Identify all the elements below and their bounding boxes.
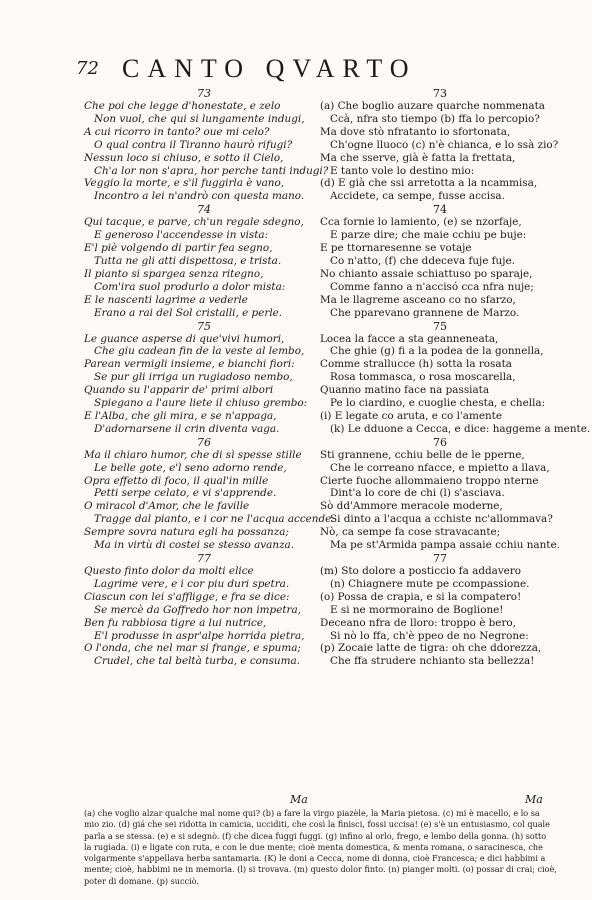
verse-line: E generoso l'accendesse in vista: <box>94 229 269 242</box>
verse-line: Ben fu rabbiosa tigre a lui nutrice, <box>84 616 267 629</box>
verse-line: Incontro a lei n'andrò con questa mano. <box>94 190 305 203</box>
verse-line: Locea la facce a sta geanneneata, <box>320 332 499 345</box>
verse-line: Si dinto a l'acqua a cchiste nc'allommava? <box>330 513 553 526</box>
verse-line: Nessun loco si chiuso, e sotto il Cielo, <box>84 151 284 164</box>
verse-line: Erano a rai del Sol cristalli, e perle. <box>94 306 283 319</box>
footnote-line: (a) che voglio alzar qualche mal nome qui? (b) a fare la virgo piazèle, la Maria pietosa. (c) mi è macello, e lo sa <box>84 808 540 818</box>
catchword-left: Ma <box>290 793 308 806</box>
italian-stanza <box>84 435 335 552</box>
verse-line: Ch'ogne lluoco (c) n'è chianca, e lo ssà zio? <box>330 138 559 151</box>
verse-line: (d) E già che ssi arretotta a la ncammisa, <box>320 177 538 190</box>
verse-line: (i) E legate co aruta, e co l'amente <box>320 409 502 422</box>
verse-line: Questo finto dolor da molti elice <box>84 565 254 577</box>
verse-line: Che giu cadean fin de la veste al lembo, <box>94 345 305 358</box>
verse-line: Deceano nfra de lloro: troppo è bero, <box>320 616 516 629</box>
verse-line: Quanno matino face na passiata <box>320 384 490 397</box>
neapolitan-stanza <box>320 204 560 319</box>
verse-line: D'adornarsene il crin diventa vaga. <box>94 422 280 435</box>
stanza-number: 76 <box>197 435 211 449</box>
running-title: CANTO QVARTO <box>122 54 417 83</box>
page-number: 72 <box>76 58 99 79</box>
neapolitan-text-column <box>320 87 591 669</box>
stanza-number: 74 <box>197 203 211 217</box>
verse-line: Ma il chiaro humor, che di sì spesse stille <box>84 448 302 461</box>
verse-line: No chianto assaie schiattuso po sparaje, <box>320 267 533 280</box>
verse-line: Sti grannene, cchiu belle de le pperne, <box>320 448 525 461</box>
verse-line: O l'onda, che nel mar si frange, e spuma; <box>84 642 301 655</box>
verse-line: (p) Zocaie latte de tigra: oh che ddorezza, <box>320 642 542 655</box>
verse-line: Qui tacque, e parve, ch'un regale sdegno, <box>84 216 304 229</box>
verse-line: Dint'a lo core de chi (l) s'asciava. <box>330 487 505 500</box>
verse-line: Accidete, ca sempe, fusse accisa. <box>330 190 505 203</box>
verse-line: Cca fornie lo lamiento, (e) se nzorfaje, <box>320 216 522 229</box>
verse-line: O qual contra il Tiranno haurò rifugi? <box>94 138 293 151</box>
verse-line: Ch'a lor non s'apra, hor perche tanti indugi? <box>94 164 329 177</box>
footnote-line: la rugiada. (i) e ligate con ruta, e con le due mente; cioè menta domestica, & menta romana, o saracinesca, che <box>84 841 543 852</box>
verse-line: Petti serpe celato, e vi s'apprende. <box>94 487 277 500</box>
verse-line: E'l piè volgendo di partir fea segno, <box>84 242 273 255</box>
italian-stanza <box>84 553 324 668</box>
neapolitan-stanza <box>320 437 560 552</box>
verse-line: Tutta ne gli atti dispettosa, e trista. <box>94 254 282 267</box>
footnotes <box>84 808 558 887</box>
verse-line: Ma che sserve, già è fatta la frettata, <box>320 151 516 164</box>
verse-line: E l'Alba, che gli mira, e se n'appaga, <box>84 409 277 422</box>
verse-line: Che ffa strudere nchianto sta bellezza! <box>330 655 535 668</box>
stanza-number: 77 <box>433 552 447 565</box>
stanza-number: 75 <box>197 319 211 333</box>
verse-line: Si nò lo ffa, ch'è ppeo de no Negrone: <box>330 629 529 642</box>
verse-line: (a) Che boglio auzare quarche nommenata <box>320 100 545 112</box>
verse-line: A cui ricorro in tanto? oue mi celo? <box>84 125 270 138</box>
verse-line: Ma pe st'Armida pampa assaie cchiu nante. <box>330 539 560 552</box>
verse-line: Se mercè da Goffredo hor non impetra, <box>94 603 301 616</box>
neapolitan-stanza <box>320 553 560 668</box>
verse-line: Spiegano a l'aure liete il chiuso grembo: <box>94 397 308 410</box>
verse-line: Tragge dal pianto, e i cor ne l'acqua accende: <box>94 513 335 526</box>
verse-line: Le guance asperse di que'vivi humori, <box>84 332 285 345</box>
verse-line: Che ghie (g) fi a la podea de la gonnella, <box>330 345 544 358</box>
footnote-line: mente; cioè, habbimi ne in memoria. (l) si trovava. (m) questo dolor finto. (n) pianger molti. (o) possar di crai; cioè, <box>84 864 557 875</box>
verse-line: Comme strallucce (h) sotta la rosata <box>320 358 512 371</box>
verse-line: Veggio la morte, e s'il fuggirla è vano, <box>84 177 285 190</box>
verse-line: Sò dd'Ammore meracole moderne, <box>320 500 503 513</box>
verse-line: Le belle gote, e'l seno adorno rende, <box>94 461 287 474</box>
verse-line: Ma le llagreme asceano co no sfarzo, <box>320 293 516 306</box>
verse-line: (n) Chiagnere mute pe ccompassione. <box>330 577 530 590</box>
verse-line: Ma dove stò nfratanto io sfortonata, <box>320 125 511 138</box>
verse-line: E le nascenti lagrime a vederle <box>84 293 248 306</box>
verse-line: Pe lo ciardino, e cuoglie chesta, e chella: <box>330 397 546 410</box>
stanza-number: 73 <box>433 87 447 100</box>
verse-line: Ciascun con lei s'affligge, e fra se dice: <box>84 590 290 603</box>
verse-line: E parze dire; che maie cchiu pe buje: <box>330 229 527 242</box>
verse-line: Nò, ca sempe fa cose stravacante; <box>320 526 501 539</box>
italian-stanza <box>84 87 329 203</box>
verse-line: Che poi che legge d'honestate, e zelo <box>84 100 281 112</box>
verse-line: Comme fanno a n'accisó cca nfra nuje; <box>330 280 534 293</box>
verse-line: Crudel, che tal beltà turba, e consuma. <box>94 655 300 668</box>
neapolitan-stanza <box>320 319 591 436</box>
verse-line: Rosa tommasca, o rosa moscarella, <box>330 371 516 384</box>
stanza-number: 77 <box>197 552 211 565</box>
verse-line: Se pur gli irriga un rugiadoso nembo, <box>94 371 293 384</box>
verse-line: E si ne mormoraino de Boglione! <box>330 603 504 616</box>
verse-line: Che pparevano grannene de Marzo. <box>330 306 520 319</box>
verse-line: (o) Possa de crapia, e si la compatero! <box>320 590 522 603</box>
stanza-number: 76 <box>433 435 447 449</box>
verse-line: Cierte fuoche allommaieno troppo nterne <box>320 474 539 487</box>
neapolitan-stanza <box>320 88 560 203</box>
verse-line: Opra effetto di foco, il qual'in mille <box>84 474 269 487</box>
verse-line: E'l produsse in aspr'alpe horrida pietra, <box>94 629 305 642</box>
verse-line: Ccà, nfra sto tiempo (b) ffa lo percopio? <box>330 112 540 125</box>
italian-stanza <box>84 204 324 319</box>
italian-text-column <box>84 87 335 669</box>
verse-line: E tanto vole lo destino mio: <box>330 164 475 177</box>
footnote-line: parla a se stessa. (e) e si sdegnò. (f) che dicea fuggi fuggi. (g) infino al orlo, frego, e lembo della gonna. (h) sotto <box>84 830 547 841</box>
verse-line: Ma in virtù di costei se stesso avanza. <box>94 539 295 552</box>
verse-line: E pe ttornaresenne se votaje <box>320 242 472 255</box>
verse-line: Lagrime vere, e i cor piu duri spetra. <box>94 577 290 590</box>
stanza-number: 75 <box>433 319 447 333</box>
verse-line: O miracol d'Amor, che le faville <box>84 500 250 513</box>
stanza-number: 74 <box>433 203 447 217</box>
italian-stanza <box>84 321 324 436</box>
verse-line: (m) Sto dolore a posticcio fa addavero <box>320 565 522 577</box>
verse-line: (k) Le dduone a Cecca, e dice: haggeme a mente. <box>330 422 591 435</box>
verse-line: Non vuol, che qui si lungamente indugi, <box>94 112 305 125</box>
footnote-line: mio zio. (d) giá che sei ridotta in camicia, ucciditi, che così la finisci, fossi uccisa! (e) s'è un entusiasmo, col quale <box>84 819 550 830</box>
verse-line: Parean vermigli insieme, e bianchi fiori: <box>84 358 295 371</box>
verse-line: Com'ira suol produrlo a dolor mista: <box>94 280 286 293</box>
stanza-number: 73 <box>197 87 211 100</box>
footnote-line: volgarmente s'appellava herba santamaria. (K) le doni a Cecca, nome di donna, cioè Francesca; e dici habbimi a <box>84 853 546 864</box>
catchword-right: Ma <box>525 793 543 806</box>
verse-line: Che le correano nfacce, e mpietto a llava, <box>330 461 550 474</box>
footnote-line: poter di domane. (p) succiò. <box>84 875 199 886</box>
verse-line: Quando su l'apparir de' primi albori <box>84 384 274 397</box>
verse-line: Co n'atto, (f) che ddeceva fuje fuje. <box>330 254 515 267</box>
page-header <box>76 54 546 84</box>
verse-line: Sempre sovra natura egli ha possanza; <box>84 526 289 539</box>
verse-line: Il pianto si spargea senza ritegno, <box>84 267 264 280</box>
